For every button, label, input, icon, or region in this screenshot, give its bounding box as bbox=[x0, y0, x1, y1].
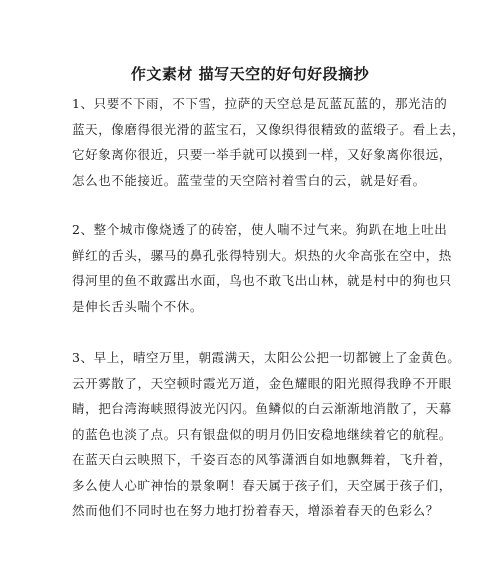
paragraph-line: 2、整个城市像烧透了的砖窑，使人喘不过气来。狗趴在地上吐出 bbox=[72, 222, 448, 237]
paragraph-line: 的蓝色也淡了点。只有银盘似的明月仍旧安稳地继续着它的航程。 bbox=[72, 426, 452, 442]
paragraph-line: 3、早上，晴空万里，朝霞满天，太阳公公把一切都镀上了金黄色。 bbox=[72, 350, 461, 365]
paragraph-line: 它好象离你很近，只要一举手就可以摸到一样，又好象离你很远， bbox=[72, 147, 452, 162]
paragraph-line: 怎么也不能接近。蓝莹莹的天空陪衬着雪白的云，就是好看。 bbox=[72, 172, 426, 188]
paragraph-line: 睛，把台湾海峡照得波光闪闪。鱼鳞似的白云渐渐地消散了，天幕 bbox=[72, 401, 452, 416]
paragraph-line: 得河里的鱼不敢露出水面，鸟也不敢飞出山林，就是村中的狗也只 bbox=[72, 273, 452, 288]
paragraph-2 bbox=[72, 217, 452, 319]
paragraph-line: 多么使人心旷神怡的景象啊！春天属于孩子们，天空属于孩子们， bbox=[72, 477, 452, 493]
document-title: 作文素材 描写天空的好句好段摘抄 bbox=[130, 65, 370, 83]
paragraph-line: 鲜红的舌头，骡马的鼻孔张得特别大。炽热的火伞高张在空中，热 bbox=[72, 247, 452, 263]
paragraph-line: 云开雾散了，天空顿时霞光万道，金色耀眼的阳光照得我睁不开眼 bbox=[72, 375, 452, 391]
paragraph-1 bbox=[72, 91, 466, 193]
paragraph-3 bbox=[72, 345, 461, 524]
paragraph-line: 1、只要不下雨，不下雪，拉萨的天空总是瓦蓝瓦蓝的，那光洁的 bbox=[72, 96, 448, 111]
paragraph-line: 在蓝天白云映照下，千姿百态的风筝潇洒自如地飘舞着，飞升着， bbox=[72, 452, 452, 467]
paragraph-line: 蓝天，像磨得很光滑的蓝宝石，又像织得很精致的蓝缎子。看上去， bbox=[72, 121, 466, 137]
paragraph-line: 然而他们不同时也在努力地打扮着春天，增添着春天的色彩么？ bbox=[72, 503, 439, 518]
paragraph-line: 是伸长舌头喘个不休。 bbox=[72, 298, 204, 314]
